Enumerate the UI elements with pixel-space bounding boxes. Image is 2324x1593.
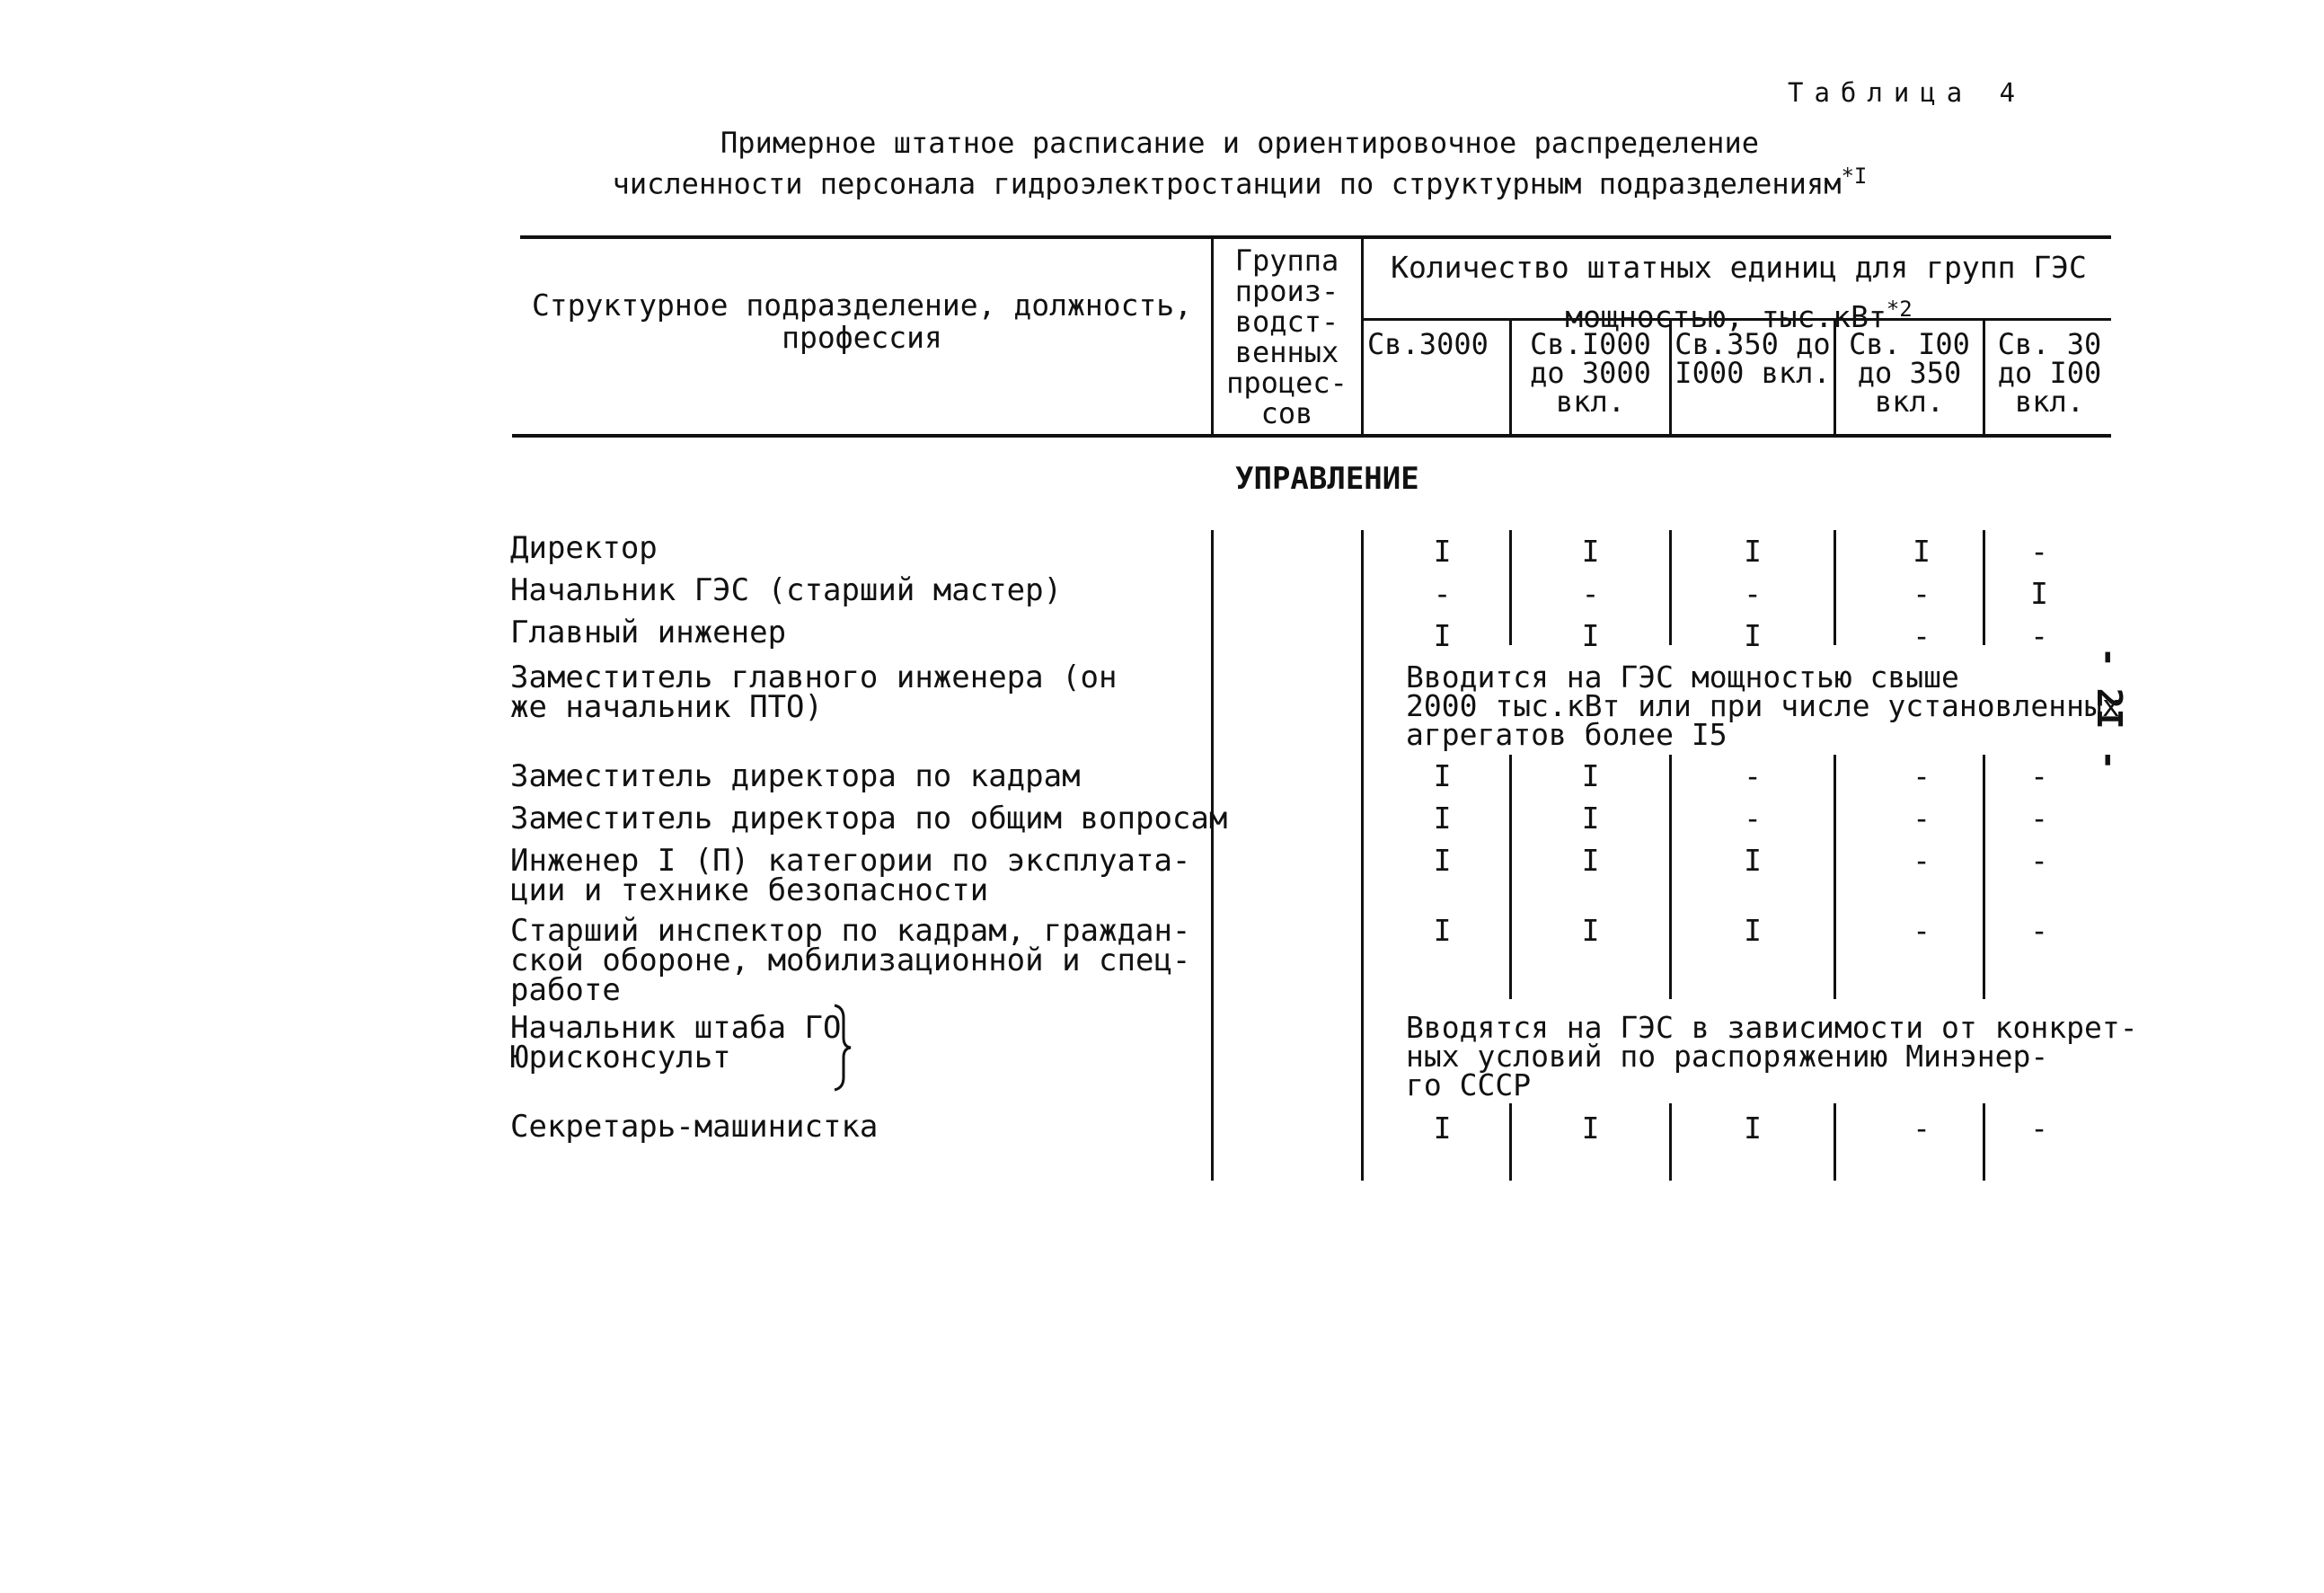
row-4-value-1: I	[1433, 758, 1452, 793]
row-9-value-2: I	[1581, 1111, 1600, 1146]
row-6-value-4: -	[1913, 843, 1931, 878]
row-1-value-3: -	[1744, 576, 1762, 611]
row-7-value-3: I	[1744, 913, 1762, 948]
row-0-value-5: -	[2030, 534, 2048, 569]
row-7-value-1: I	[1433, 913, 1452, 948]
row-7-value-5: -	[2030, 913, 2048, 948]
row-1-value-1: -	[1433, 576, 1452, 611]
header-structural-unit: Структурное подразделение, должность, профессия	[531, 288, 1193, 355]
row-4-value-5: -	[2030, 758, 2048, 793]
row-0-value-1: I	[1433, 534, 1452, 569]
row-9-value-5: -	[2030, 1111, 2048, 1146]
table-top-rule	[520, 235, 2111, 239]
table-label: Таблица 4	[1788, 77, 2027, 108]
row-name-deputy-chief-engineer: Заместитель главного инженера (он же начальник ПТО)	[510, 659, 1118, 725]
row-2-value-4: -	[1913, 618, 1931, 653]
row-1-value-4: -	[1913, 576, 1931, 611]
row-2-value-3: I	[1744, 618, 1762, 653]
row-0-value-3: I	[1744, 534, 1762, 569]
row-9-value-4: -	[1913, 1111, 1931, 1146]
row-6-value-2: I	[1581, 843, 1600, 878]
table-title-line-1: Примерное штатное расписание и ориентировочное распределение	[720, 126, 1759, 160]
row-1-value-5: I	[2030, 576, 2048, 611]
curly-brace-icon	[831, 1004, 853, 1092]
row-6-value-1: I	[1433, 843, 1452, 878]
row-1-value-2: -	[1581, 576, 1600, 611]
row-4-value-3: -	[1744, 758, 1762, 793]
row-5-value-5: -	[2030, 801, 2048, 836]
row-7-value-4: -	[1913, 913, 1931, 948]
header-power-group-5: Св. 30 до I00 вкл.	[1997, 327, 2102, 419]
header-power-group-1: Св.3000	[1367, 327, 1489, 361]
row-name-chief-engineer: Главный инженер	[510, 615, 787, 650]
row-5-value-2: I	[1581, 801, 1600, 836]
row-name-director: Директор	[510, 530, 658, 566]
row-9-value-1: I	[1433, 1111, 1452, 1146]
row-2-value-5: -	[2030, 618, 2048, 653]
row-2-value-1: I	[1433, 618, 1452, 653]
row-name-safety-engineer: Инженер I (П) категории по эксплуата- ции и технике безопасности	[510, 843, 1191, 908]
row-6-value-3: I	[1744, 843, 1762, 878]
row-6-value-5: -	[2030, 843, 2048, 878]
row-0-value-4: I	[1913, 534, 1931, 569]
row-3-note: Вводится на ГЭС мощностью свыше 2000 тыс.кВт или при числе установленных агрегатов более I5	[1406, 659, 2120, 752]
header-bottom-rule	[512, 434, 2111, 438]
row-name-senior-inspector: Старший инспектор по кадрам, граждан- ской обороне, мобилизационной и спец- работе	[510, 913, 1191, 1008]
header-process-group: Группа произ- водст- венных процес- сов	[1226, 243, 1348, 430]
header-staff-quantity: Количество штатных единиц для групп ГЭС мощностью, тыс.кВт$^{*2}$	[1391, 250, 2087, 334]
row-name-secretary-typist: Секретарь-машинистка	[510, 1109, 879, 1145]
row-5-value-4: -	[1913, 801, 1931, 836]
row-4-value-2: I	[1581, 758, 1600, 793]
page-number: - 2I -	[2090, 647, 2129, 771]
title-footnote-mark: *I	[1841, 164, 1868, 189]
header-power-group-2: Св.I000 до 3000 вкл.	[1530, 327, 1651, 419]
row-name-deputy-director-hr: Заместитель директора по кадрам	[510, 758, 1081, 794]
row-2-value-2: I	[1581, 618, 1600, 653]
row-5-value-3: -	[1744, 801, 1762, 836]
header-power-group-3: Св.350 до I000 вкл.	[1675, 327, 1831, 390]
row-9-value-3: I	[1744, 1111, 1762, 1146]
body-vline-group-left	[1211, 530, 1214, 1181]
row-0-value-2: I	[1581, 534, 1600, 569]
row-8-note: Вводятся на ГЭС в зависимости от конкрет- ных условий по распоряжению Минэнер- го СССР	[1406, 1010, 2138, 1102]
row-5-value-1: I	[1433, 801, 1452, 836]
row-name-civil-defense-legal: Начальник штаба ГО Юрисконсульт	[510, 1010, 842, 1075]
header-power-group-4: Св. I00 до 350 вкл.	[1849, 327, 1970, 419]
row-name-hpp-chief: Начальник ГЭС (старший мастер)	[510, 572, 1063, 608]
table-title-line-2: численности персонала гидроэлектростанции по структурным подразделениям$^{*I}$	[612, 164, 1868, 201]
row-name-deputy-director-general: Заместитель директора по общим вопросам	[510, 801, 1228, 836]
row-7-value-2: I	[1581, 913, 1600, 948]
row-4-value-4: -	[1913, 758, 1931, 793]
section-title: УПРАВЛЕНИЕ	[1235, 461, 1419, 497]
